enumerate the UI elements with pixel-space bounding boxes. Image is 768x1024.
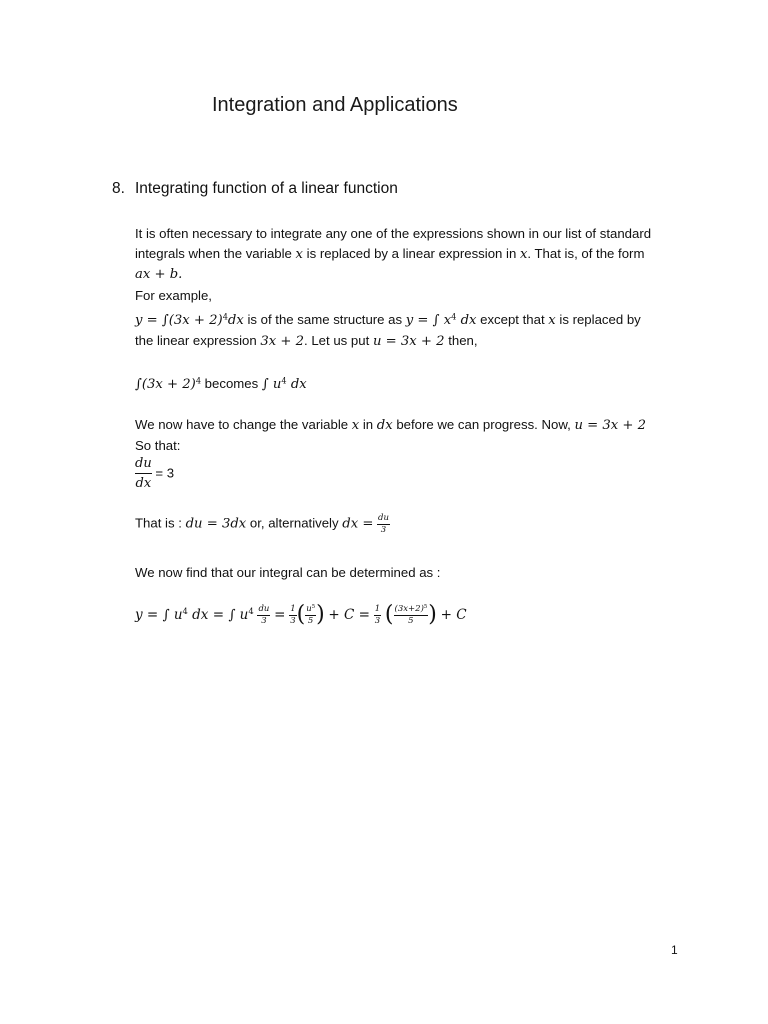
- fraction-denominator: 3: [374, 615, 381, 626]
- fraction-numerator: du: [135, 457, 152, 474]
- expr-dx-integral-u: dx = ∫ u: [187, 607, 249, 623]
- exponent: 4: [281, 375, 287, 386]
- example-line-1-text: is replaced by: [555, 312, 641, 327]
- intro-line-2-text-c: . That is, of the form: [527, 246, 645, 261]
- that-is-text: or, alternatively: [246, 515, 343, 531]
- expr-dx: dx: [456, 313, 477, 328]
- fraction-denominator: 3: [261, 615, 267, 626]
- expr-3x-plus-2: 3x + 2: [260, 334, 305, 349]
- intro-line-2-text-b: is replaced by a linear expression in: [302, 246, 520, 261]
- variable-x: x: [548, 313, 556, 328]
- derivative-line: [135, 457, 174, 490]
- expr-dx: dx: [227, 313, 244, 328]
- expr-dx: dx: [286, 377, 307, 392]
- expr-y-integral-u: y = ∫ u: [135, 607, 183, 623]
- equals-sign: =: [274, 607, 286, 623]
- fraction-numerator: 1: [374, 604, 381, 614]
- exponent: 5: [423, 604, 428, 611]
- fraction-numerator: 1: [290, 604, 296, 614]
- plus-c: + C: [440, 607, 467, 623]
- fraction-numerator: [305, 605, 316, 616]
- fraction-numerator: du: [258, 604, 270, 614]
- that-is-line: [135, 514, 390, 534]
- close-paren: ): [428, 602, 437, 627]
- exponent: 4: [451, 311, 457, 322]
- expr-integral-u: ∫ u: [261, 377, 282, 392]
- find-line: We now find that our integral can be determined as :: [135, 565, 441, 580]
- expr-u-equals: u = 3x + 2: [372, 334, 445, 349]
- fraction-denominator: 3: [380, 524, 387, 535]
- exponent: 4: [182, 605, 188, 616]
- fraction-3x-plus-2-power-5-over-5: [394, 605, 429, 625]
- change-text: before we can progress. Now,: [392, 417, 575, 432]
- exponent: 5: [311, 604, 316, 611]
- example-line-1: [135, 311, 641, 330]
- expr-integral-3x-plus-2: ∫(3x + 2): [135, 377, 196, 392]
- fraction-1-3: [289, 605, 296, 625]
- fraction-denominator: dx: [135, 476, 152, 491]
- expr-u-equals: u = 3x + 2: [574, 418, 647, 433]
- intro-line-1: It is often necessary to integrate any one of the expressions shown in our list of standard: [135, 226, 652, 241]
- intro-line-2: [135, 245, 644, 264]
- plus-c-equals: + C =: [328, 607, 370, 623]
- fraction-du-dx: [135, 457, 152, 490]
- numerator-base: u: [306, 604, 312, 614]
- intro-line-3: ax + b.: [135, 267, 183, 282]
- change-variable-line: [135, 416, 646, 435]
- fraction-denominator: 5: [307, 615, 314, 626]
- open-paren: (: [296, 602, 306, 627]
- fraction-1-3: [374, 605, 381, 625]
- example-line-2-text: then,: [444, 333, 478, 348]
- numerator-base: (3x+2): [394, 604, 424, 614]
- fraction-numerator: du: [378, 513, 389, 523]
- fraction-denominator: 3: [290, 615, 296, 626]
- final-equation: [135, 604, 467, 626]
- close-paren: ): [316, 602, 325, 627]
- expr-integral-x: y = ∫ x: [405, 313, 452, 328]
- exponent: 4: [248, 605, 254, 616]
- exponent: 4: [222, 311, 228, 322]
- fraction-u5-5: [305, 605, 316, 625]
- fraction-denominator: 5: [408, 615, 414, 626]
- that-is-text: That is :: [135, 515, 186, 531]
- variable-x: x: [519, 247, 528, 262]
- fraction-du-3: [377, 514, 390, 534]
- example-line-2: [135, 332, 478, 351]
- so-that: So that:: [135, 438, 181, 453]
- for-example: For example,: [135, 288, 212, 303]
- change-text: We now have to change the variable: [135, 417, 352, 432]
- expr-dx: dx: [376, 418, 393, 433]
- example-line-1-text: is of the same structure as: [243, 312, 406, 327]
- change-text: in: [359, 417, 377, 432]
- fraction-du-3: [257, 605, 270, 625]
- page-title: Integration and Applications: [212, 94, 458, 116]
- example-line-1-text: except that: [476, 312, 549, 327]
- expr-du-equals: du = 3dx: [185, 516, 247, 532]
- section-number: 8.: [112, 180, 125, 197]
- becomes-text: becomes: [201, 376, 262, 391]
- fraction-numerator: [394, 605, 429, 616]
- equals-three: = 3: [155, 465, 175, 481]
- becomes-line: [135, 375, 307, 394]
- page-number: 1: [671, 943, 678, 957]
- section-title: Integrating function of a linear function: [135, 180, 398, 197]
- example-line-2-text: the linear expression: [135, 333, 261, 348]
- intro-line-2-text-a: integrals when the variable: [135, 246, 296, 261]
- exponent: 4: [195, 375, 202, 386]
- expr-integral-3x-plus-2: y = ∫(3x + 2): [135, 313, 223, 328]
- open-paren: (: [384, 602, 394, 627]
- example-line-2-text: . Let us put: [304, 333, 373, 348]
- variable-x: x: [351, 418, 360, 433]
- expr-dx-equals: dx =: [342, 516, 374, 532]
- variable-x: x: [295, 247, 303, 262]
